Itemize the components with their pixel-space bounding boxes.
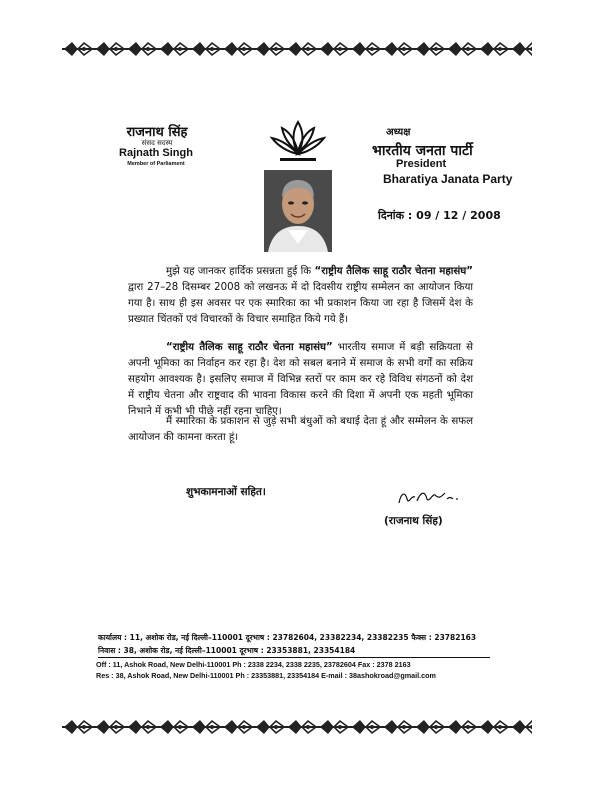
office-role-english: President bbox=[396, 158, 447, 170]
body-paragraph-3 bbox=[128, 414, 473, 446]
signatory-name: (राजनाथ सिंह) bbox=[384, 515, 443, 527]
p2-text-b: भारतीय समाज में बड़ी सक्रियता से अपनी भूमिका का निर्वाहन कर रहा है। देश को सबल बनाने में समाज के सभी वर्गों का सक्रिय सहयोग आवश्यक है। इसलिए समाज में विभिन्न स्तरों पर काम कर रहे विविध संगठनों को देश में राष्ट्रीय चेतना और राष्ट्रवाद की भावना विकास करने की दिशा में अपनी एक महती भूमिका निभाने में कभी भी पीछे नहीं रहना चाहिए। bbox=[128, 342, 474, 417]
bottom-ornamental-border bbox=[62, 716, 532, 738]
body-paragraph-2 bbox=[128, 340, 473, 420]
closing-salutation: शुभकामनाओं सहित। bbox=[186, 486, 266, 498]
footer-residence-hindi: निवास : 38, अशोक रोड, नई दिल्ली–110001 दूरभाष : 23353881, 23354184 bbox=[98, 646, 356, 655]
sender-name-english: Rajnath Singh bbox=[119, 147, 193, 159]
handwritten-signature bbox=[395, 485, 475, 509]
office-party-hindi: भारतीय जनता पार्टी bbox=[372, 143, 473, 159]
portrait-photo bbox=[264, 170, 332, 252]
p1-org-name: “राष्ट्रीय तैलिक साहू राठौर चेतना महासंघ” bbox=[314, 266, 473, 277]
sender-name-hindi: राजनाथ सिंह bbox=[126, 125, 188, 140]
sender-title-english: Member of Parliament bbox=[127, 161, 185, 167]
p3-text: मैं स्मारिका के प्रकाशन से जुड़े सभी बंधुओं को बधाई देता हूं और सम्मेलन के सफल आयोजन की कामना करता हूं। bbox=[128, 416, 473, 443]
p1-text-a: मुझे यह जानकर हार्दिक प्रसन्नता हुई कि bbox=[166, 266, 315, 277]
date-value: 09 / 12 / 2008 bbox=[416, 209, 501, 222]
top-ornamental-border bbox=[62, 38, 532, 60]
p1-text-b: द्वारा 27–28 दिसम्बर 2008 को लखनऊ में दो दिवसीय राष्ट्रीय सम्मेलन का आयोजन किया गया है। साथ ही इस अवसर पर एक स्मारिका का भी प्रकाशन किया जा रहा है जिसमें देश के प्रख्यात चिंतकों एवं विचारकों के विचार समाहित किये गये हैं। bbox=[128, 282, 473, 325]
footer-office-hindi: कार्यालय : 11, अशोक रोड, नई दिल्ली–110001 दूरभाष : 23782604, 23382234, 23382235 फैक्स : 23782163 bbox=[98, 633, 477, 642]
p2-org-name: “राष्ट्रीय तैलिक साहू राठौर चेतना महासंघ” bbox=[166, 342, 333, 353]
body-paragraph-1 bbox=[128, 264, 473, 328]
footer-office-english: Off : 11, Ashok Road, New Delhi-110001 Ph : 2338 2234, 2338 2235, 23782604 Fax : 2378 2163 bbox=[96, 660, 411, 669]
footer-divider bbox=[98, 657, 490, 658]
letter-date bbox=[378, 208, 501, 223]
sender-title-hindi: संसद सदस्य bbox=[141, 139, 173, 147]
date-label: दिनांक : bbox=[378, 209, 413, 222]
footer-residence-english: Res : 38, Ashok Road, New Delhi-110001 Ph : 23353881, 23354184 E-mail : 38ashokroad@gmail.com bbox=[96, 671, 436, 680]
lotus-emblem-icon bbox=[268, 118, 328, 166]
office-party-english: Bharatiya Janata Party bbox=[383, 172, 513, 186]
office-role-hindi: अध्यक्ष bbox=[386, 127, 411, 138]
